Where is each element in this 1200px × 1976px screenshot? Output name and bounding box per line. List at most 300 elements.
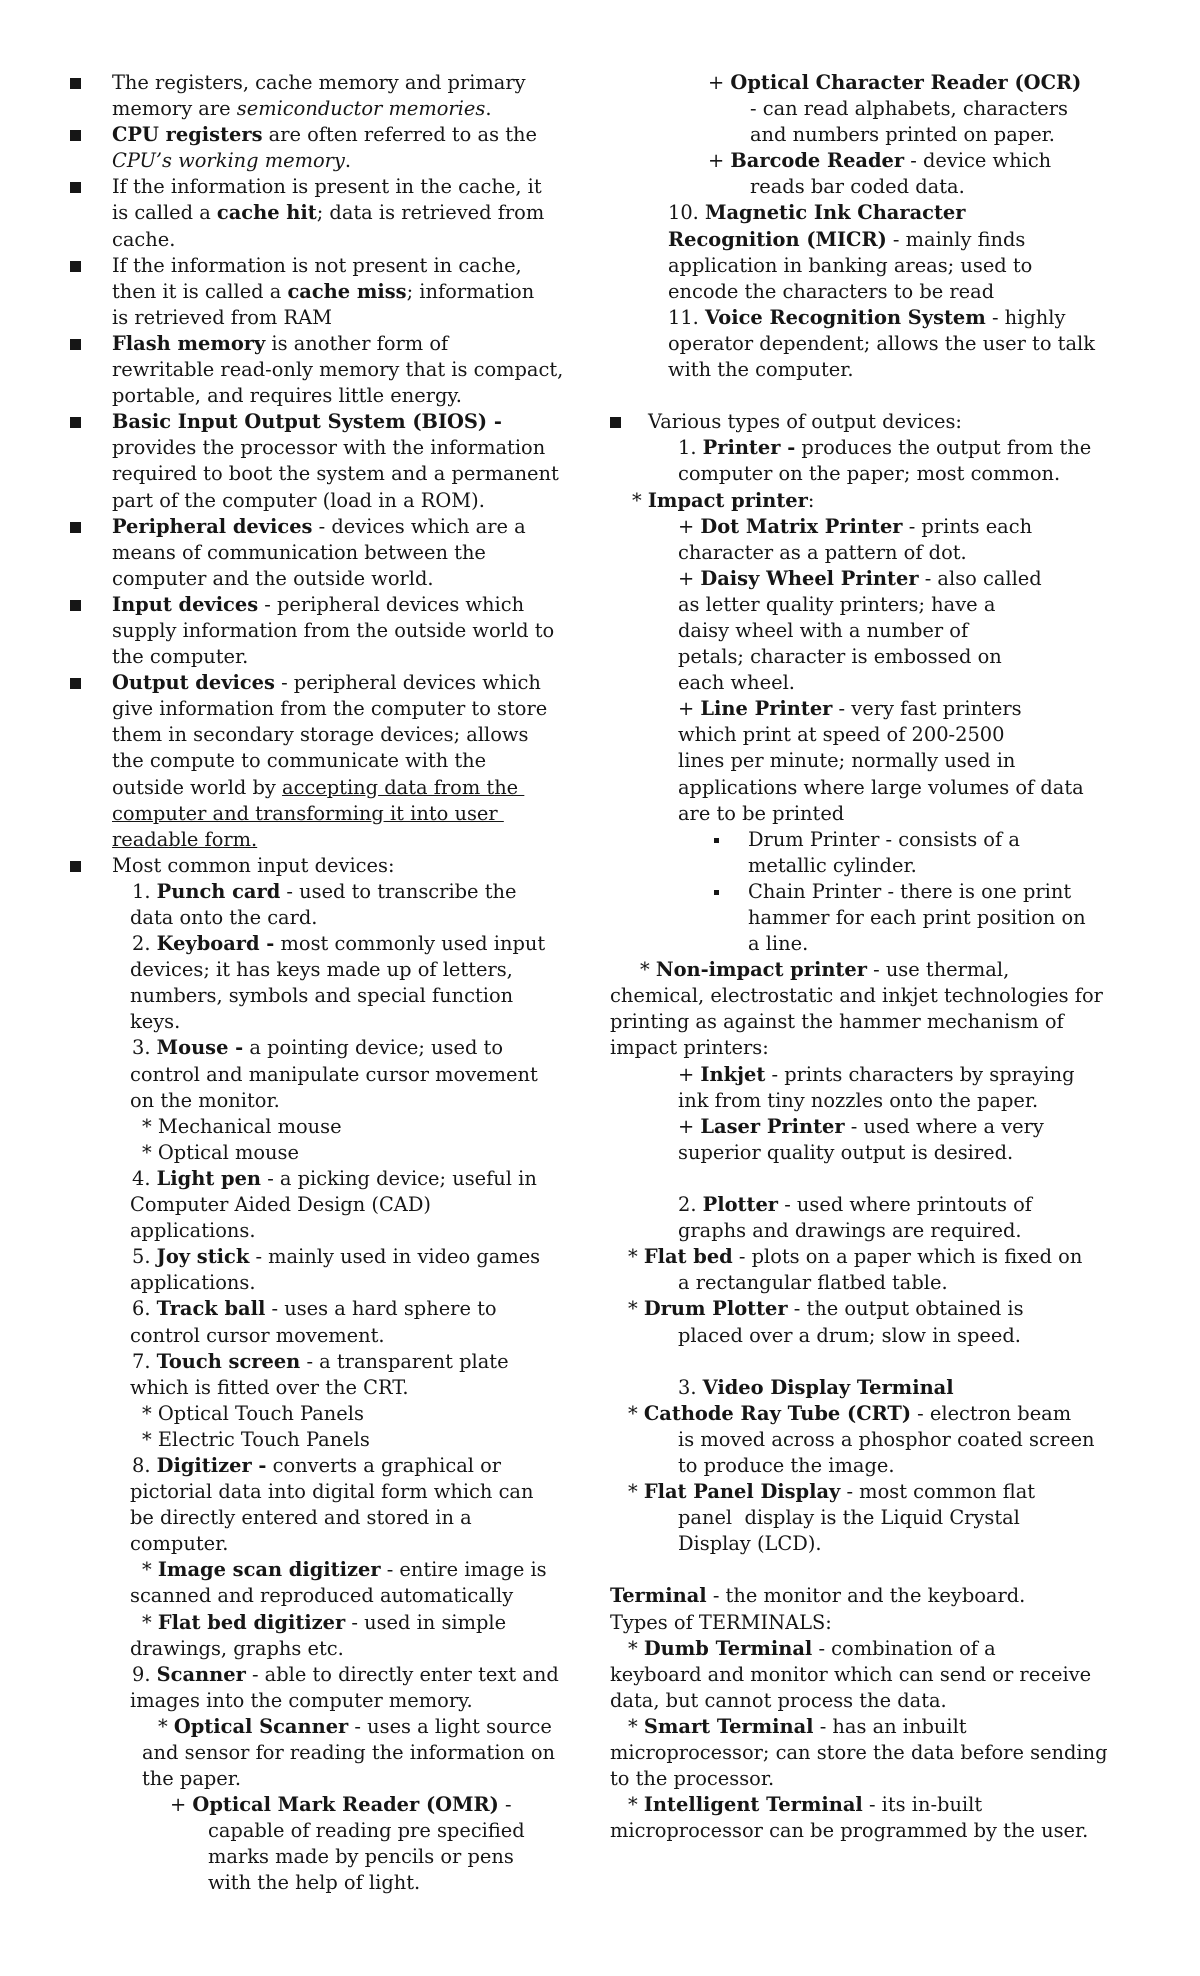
- left-column-line: [70, 1218, 590, 1244]
- text-run: daisy wheel with a number of: [678, 618, 969, 642]
- right-column-line: [610, 983, 1130, 1009]
- right-column-line: [610, 1818, 1130, 1844]
- square-bullet-icon: [70, 861, 81, 872]
- left-column-line: [70, 357, 590, 383]
- right-column-line: [610, 1636, 1130, 1662]
- text-run: * Electric Touch Panels: [142, 1427, 370, 1451]
- text-run: is another form of: [265, 331, 449, 355]
- text-run: Impact printer: [647, 488, 808, 512]
- left-column-line: [70, 70, 590, 96]
- text-run: Digitizer -: [156, 1453, 267, 1477]
- text-run: which is fitted over the CRT.: [130, 1375, 409, 1399]
- text-run: Keyboard -: [156, 932, 275, 956]
- text-run: operator dependent; allows the user to talk: [668, 331, 1095, 355]
- text-run: applications.: [130, 1219, 256, 1243]
- text-run: 2.: [678, 1193, 703, 1217]
- text-run: *: [628, 1636, 644, 1660]
- text-run: +: [708, 149, 731, 173]
- text-run: Most common input devices:: [112, 853, 395, 877]
- text-run: Types of TERMINALS:: [610, 1610, 832, 1634]
- text-run: Printer -: [702, 436, 796, 460]
- right-column-line: [610, 461, 1130, 487]
- square-bullet-icon: [70, 78, 81, 89]
- right-column-line: [610, 905, 1130, 931]
- right-column-line: [610, 566, 1130, 592]
- text-run: - used in simple: [345, 1610, 507, 1634]
- text-run: Intelligent Terminal: [643, 1793, 863, 1817]
- text-run: If the information is not present in cache,: [112, 253, 522, 277]
- left-column-line: [70, 1688, 590, 1714]
- text-run: 1.: [132, 879, 157, 903]
- left-column-line: [70, 174, 590, 200]
- text-run: 1.: [678, 436, 703, 460]
- text-run: +: [678, 514, 701, 538]
- text-run: Inkjet: [700, 1062, 766, 1086]
- right-column-line: [610, 148, 1130, 174]
- right-column-line: [610, 1270, 1130, 1296]
- text-run: - use thermal,: [866, 958, 1010, 982]
- text-run: *: [142, 1558, 158, 1582]
- text-run: -: [498, 1793, 512, 1817]
- text-run: *: [628, 1297, 644, 1321]
- left-column-line: [70, 1610, 590, 1636]
- right-column-line: [610, 1375, 1130, 1401]
- left-column-line: [70, 722, 590, 748]
- left-column-line: [70, 1244, 590, 1270]
- right-column-line: [610, 1218, 1130, 1244]
- text-run: 7.: [132, 1349, 157, 1373]
- left-column-line: [70, 905, 590, 931]
- left-column-line: [70, 983, 590, 1009]
- text-run: lines per minute; normally used in: [678, 749, 1016, 773]
- left-column-line: [70, 1740, 590, 1766]
- text-run: and numbers printed on paper.: [750, 123, 1055, 147]
- left-column-line: [70, 670, 590, 696]
- text-run: *: [628, 1245, 644, 1269]
- left-column-line: [70, 148, 590, 174]
- right-column-line: [610, 279, 1130, 305]
- text-run: microprocessor can be programmed by the user.: [610, 1819, 1089, 1843]
- right-column-line: [610, 174, 1130, 200]
- left-column-line: [70, 253, 590, 279]
- square-bullet-icon: [70, 522, 81, 533]
- left-column-line: [70, 827, 590, 853]
- text-run: Display (LCD).: [678, 1532, 822, 1556]
- square-bullet-icon: [70, 600, 81, 611]
- left-column-line: [70, 1166, 590, 1192]
- left-column-line: [70, 1479, 590, 1505]
- text-run: computer on the paper; most common.: [678, 462, 1061, 486]
- text-run: devices; it has keys made up of letters,: [130, 958, 513, 982]
- text-run: * Optical Touch Panels: [142, 1401, 364, 1425]
- left-column-line: [70, 696, 590, 722]
- left-column-line: [70, 96, 590, 122]
- text-run: part of the computer (load in a ROM).: [112, 488, 485, 512]
- right-column-line: [610, 1583, 1130, 1609]
- text-run: is moved across a phosphor coated screen: [678, 1427, 1095, 1451]
- text-run: memory are: [112, 97, 237, 121]
- right-column-line: [610, 1714, 1130, 1740]
- left-column-line: [70, 1009, 590, 1035]
- text-run: metallic cylinder.: [748, 853, 917, 877]
- text-run: *: [628, 1480, 644, 1504]
- text-run: Terminal: [610, 1584, 707, 1608]
- text-run: required to boot the system and a permanent: [112, 462, 559, 486]
- text-run: +: [170, 1793, 193, 1817]
- text-run: drawings, graphs etc.: [130, 1636, 344, 1660]
- right-column-line: [610, 592, 1130, 618]
- text-run: - prints each: [902, 514, 1033, 538]
- text-run: Peripheral devices: [112, 514, 313, 538]
- text-run: images into the computer memory.: [130, 1688, 473, 1712]
- left-column-line: [70, 409, 590, 435]
- right-column-line: [610, 514, 1130, 540]
- text-run: - device which: [904, 149, 1052, 173]
- right-column-line: [610, 1244, 1130, 1270]
- text-run: which print at speed of 200-2500: [678, 723, 1005, 747]
- text-run: scanned and reproduced automatically: [130, 1584, 514, 1608]
- left-column-line: [70, 383, 590, 409]
- text-run: *: [142, 1610, 158, 1634]
- text-run: as letter quality printers; have a: [678, 592, 996, 616]
- left-column-line: [70, 1375, 590, 1401]
- text-run: and sensor for reading the information on: [142, 1741, 556, 1764]
- text-run: Input devices: [112, 592, 259, 616]
- left-column-line: [70, 1349, 590, 1375]
- text-run: control and manipulate cursor movement: [130, 1062, 538, 1086]
- left-column-line: [70, 1296, 590, 1322]
- text-run: Optical Scanner: [173, 1714, 349, 1738]
- left-column-line: [70, 931, 590, 957]
- text-run: 6.: [132, 1297, 157, 1321]
- text-run: Non-impact printer: [655, 958, 867, 982]
- text-run: The registers, cache memory and primary: [112, 71, 526, 94]
- right-column-line: [610, 383, 1130, 409]
- text-run: the compute to communicate with the: [112, 749, 487, 773]
- right-column-line: [610, 1662, 1130, 1688]
- text-run: a rectangular flatbed table.: [678, 1271, 948, 1295]
- text-run: Line Printer: [700, 697, 833, 721]
- text-run: Voice Recognition System: [705, 305, 986, 329]
- text-run: 5.: [132, 1245, 157, 1269]
- text-run: 4.: [132, 1166, 157, 1190]
- text-run: to the processor.: [610, 1767, 775, 1791]
- text-run: If the information is present in the cache, it: [112, 175, 542, 199]
- right-column-line: [610, 122, 1130, 148]
- text-run: - the output obtained is: [787, 1297, 1024, 1321]
- text-run: superior quality output is desired.: [678, 1140, 1014, 1164]
- text-run: .: [485, 97, 492, 121]
- text-run: cache hit: [216, 201, 317, 225]
- text-run: give information from the computer to store: [112, 697, 548, 721]
- small-square-bullet-icon: [714, 838, 719, 843]
- square-bullet-icon: [70, 417, 81, 428]
- left-column-line: [70, 1270, 590, 1296]
- text-run: Computer Aided Design (CAD): [130, 1193, 431, 1217]
- text-run: with the help of light.: [208, 1871, 421, 1895]
- text-run: are to be printed: [678, 801, 845, 825]
- text-run: accepting data from the: [282, 775, 525, 799]
- text-run: to produce the image.: [678, 1453, 895, 1477]
- text-run: - also called: [918, 566, 1042, 590]
- text-run: data, but cannot process the data.: [610, 1688, 947, 1712]
- text-run: - mainly used in video games: [249, 1245, 541, 1269]
- left-column-line: [70, 853, 590, 879]
- text-run: numbers, symbols and special function: [130, 984, 514, 1008]
- text-run: - used where a very: [844, 1114, 1044, 1138]
- right-column-line: [610, 331, 1130, 357]
- text-run: Joy stick: [156, 1245, 250, 1269]
- left-column-line: [70, 1140, 590, 1166]
- text-run: readable form.: [112, 827, 258, 851]
- text-run: reads bar coded data.: [750, 175, 965, 199]
- right-column-line: [610, 670, 1130, 696]
- left-column-line: [70, 801, 590, 827]
- text-run: Dumb Terminal: [643, 1636, 813, 1660]
- left-column-line: [70, 1088, 590, 1114]
- left-column-line: [70, 122, 590, 148]
- text-run: Scanner: [156, 1662, 246, 1686]
- text-run: capable of reading pre specified: [208, 1819, 525, 1843]
- text-run: with the computer.: [668, 358, 854, 382]
- left-column-line: [70, 514, 590, 540]
- left-column-line: [70, 1766, 590, 1792]
- right-column-line: [610, 96, 1130, 122]
- right-column-line: [610, 1035, 1130, 1061]
- right-column-line: [610, 1114, 1130, 1140]
- text-run: impact printers:: [610, 1036, 769, 1060]
- right-column-line: [610, 227, 1130, 253]
- text-run: Recognition (MICR): [668, 227, 887, 251]
- text-run: - a transparent plate: [300, 1349, 509, 1373]
- left-column-line: [70, 566, 590, 592]
- text-run: *: [640, 958, 656, 982]
- left-column-line: [70, 644, 590, 670]
- text-run: encode the characters to be read: [668, 279, 995, 303]
- text-run: *: [158, 1714, 174, 1738]
- right-column-line: [610, 801, 1130, 827]
- right-column-line: [610, 435, 1130, 461]
- left-column-line: [70, 748, 590, 774]
- text-run: Daisy Wheel Printer: [700, 566, 919, 590]
- right-column-line: [610, 1192, 1130, 1218]
- left-column-line: [70, 1844, 590, 1870]
- text-run: - devices which are a: [312, 514, 526, 538]
- text-run: printing as against the hammer mechanism of: [610, 1010, 1064, 1034]
- text-run: rewritable read-only memory that is compact,: [112, 358, 564, 382]
- right-column-line: [610, 409, 1130, 435]
- text-run: Mouse -: [156, 1036, 244, 1060]
- right-column-line: [610, 644, 1130, 670]
- right-column-line: [610, 488, 1130, 514]
- text-run: them in secondary storage devices; allows: [112, 723, 529, 747]
- right-column-line: [610, 722, 1130, 748]
- text-run: - has an inbuilt: [813, 1714, 967, 1738]
- left-column-line: [70, 1323, 590, 1349]
- right-column-line: [610, 696, 1130, 722]
- text-run: is retrieved from RAM: [112, 305, 332, 329]
- text-run: a line.: [748, 932, 809, 956]
- text-run: - highly: [985, 305, 1066, 329]
- text-run: - combination of a: [812, 1636, 996, 1660]
- text-run: applications.: [130, 1271, 256, 1295]
- text-run: - used to transcribe the: [280, 879, 517, 903]
- left-column-line: [70, 1583, 590, 1609]
- text-run: cache.: [112, 227, 176, 251]
- text-run: Track ball: [156, 1297, 266, 1321]
- right-column-line: [610, 1140, 1130, 1166]
- left-column: [70, 70, 590, 1897]
- text-run: - most common flat: [840, 1480, 1036, 1504]
- right-column-line: [610, 1062, 1130, 1088]
- left-column-line: [70, 592, 590, 618]
- left-column-line: [70, 618, 590, 644]
- text-run: pictorial data into digital form which can: [130, 1480, 534, 1504]
- right-column-line: [610, 1427, 1130, 1453]
- right-column-line: [610, 357, 1130, 383]
- text-run: +: [678, 1114, 701, 1138]
- right-column-line: [610, 1401, 1130, 1427]
- text-run: CPU’s working memory: [112, 149, 345, 173]
- right-column: [610, 70, 1130, 1844]
- text-run: placed over a drum; slow in speed.: [678, 1323, 1021, 1347]
- right-column-line: [610, 1688, 1130, 1714]
- text-run: provides the processor with the information: [112, 436, 546, 460]
- left-column-line: [70, 1818, 590, 1844]
- left-column-line: [70, 331, 590, 357]
- right-column-line: [610, 957, 1130, 983]
- right-column-line: [610, 1505, 1130, 1531]
- text-run: - a picking device; useful in: [261, 1166, 537, 1190]
- left-column-line: [70, 1505, 590, 1531]
- text-run: Light pen: [156, 1166, 262, 1190]
- square-bullet-icon: [70, 261, 81, 272]
- text-run: 3.: [132, 1036, 157, 1060]
- text-run: marks made by pencils or pens: [208, 1845, 514, 1869]
- left-column-line: [70, 540, 590, 566]
- text-run: - uses a hard sphere to: [265, 1297, 497, 1321]
- text-run: *: [628, 1401, 644, 1425]
- left-column-line: [70, 1792, 590, 1818]
- text-run: +: [678, 1062, 701, 1086]
- right-column-line: [610, 305, 1130, 331]
- text-run: on the monitor.: [130, 1088, 280, 1112]
- right-column-line: [610, 775, 1130, 801]
- text-run: Output devices: [112, 671, 275, 695]
- text-run: +: [678, 697, 701, 721]
- text-run: *: [628, 1793, 644, 1817]
- text-run: - peripheral devices which: [258, 592, 525, 616]
- left-column-line: [70, 435, 590, 461]
- text-run: chemical, electrostatic and inkjet technologies for: [610, 984, 1103, 1008]
- right-column-line: [610, 827, 1130, 853]
- text-run: * Optical mouse: [142, 1140, 299, 1164]
- text-run: * Mechanical mouse: [142, 1114, 342, 1138]
- text-run: - its in-built: [862, 1793, 983, 1817]
- text-run: computer.: [130, 1532, 229, 1556]
- left-column-line: [70, 1714, 590, 1740]
- left-column-line: [70, 1870, 590, 1896]
- left-column-line: [70, 1401, 590, 1427]
- left-column-line: [70, 1636, 590, 1662]
- right-column-line: [610, 1531, 1130, 1557]
- left-column-line: [70, 1557, 590, 1583]
- text-run: *: [628, 1714, 644, 1738]
- text-run: - entire image is: [380, 1558, 547, 1582]
- text-run: Drum Plotter: [643, 1297, 788, 1321]
- text-run: data onto the card.: [130, 906, 318, 929]
- right-column-line: [610, 1610, 1130, 1636]
- text-run: converts a graphical or: [266, 1453, 502, 1477]
- right-column-line: [610, 1009, 1130, 1035]
- text-run: application in banking areas; used to: [668, 253, 1033, 277]
- right-column-line: [610, 253, 1130, 279]
- text-run: applications where large volumes of data: [678, 775, 1084, 799]
- text-run: 11.: [668, 305, 706, 329]
- text-run: Plotter: [702, 1193, 779, 1217]
- text-run: portable, and requires little energy.: [112, 384, 462, 408]
- text-run: supply information from the outside world to: [112, 618, 555, 642]
- text-run: 8.: [132, 1453, 157, 1477]
- text-run: :: [807, 488, 815, 512]
- text-run: graphs and drawings are required.: [678, 1219, 1022, 1243]
- text-run: Various types of output devices:: [648, 410, 962, 434]
- text-run: Touch screen: [156, 1349, 301, 1373]
- text-run: ; data is retrieved from: [316, 201, 545, 225]
- right-column-line: [610, 879, 1130, 905]
- square-bullet-icon: [70, 130, 81, 141]
- text-run: Flat bed digitizer: [157, 1610, 346, 1634]
- text-run: character as a pattern of dot.: [678, 540, 967, 564]
- right-column-line: [610, 1792, 1130, 1818]
- left-column-line: [70, 461, 590, 487]
- text-run: each wheel.: [678, 671, 795, 695]
- text-run: - electron beam: [911, 1401, 1072, 1425]
- text-run: the computer.: [112, 645, 249, 669]
- left-column-line: [70, 1062, 590, 1088]
- text-run: computer and the outside world.: [112, 566, 434, 590]
- square-bullet-icon: [610, 417, 621, 428]
- text-run: hammer for each print position on: [748, 906, 1086, 929]
- left-column-line: [70, 1453, 590, 1479]
- text-run: 9.: [132, 1662, 157, 1686]
- right-column-line: [610, 1479, 1130, 1505]
- text-run: - mainly finds: [886, 227, 1026, 251]
- text-run: Optical Character Reader (OCR): [730, 71, 1082, 94]
- text-run: Barcode Reader: [730, 149, 905, 173]
- left-column-line: [70, 1662, 590, 1688]
- text-run: Cathode Ray Tube (CRT): [643, 1401, 912, 1425]
- text-run: be directly entered and stored in a: [130, 1506, 472, 1530]
- text-run: Image scan digitizer: [157, 1558, 381, 1582]
- right-column-line: [610, 1323, 1130, 1349]
- text-run: Flat bed: [643, 1245, 733, 1269]
- text-run: - peripheral devices which: [274, 671, 541, 695]
- right-column-line: [610, 1296, 1130, 1322]
- text-run: Flat Panel Display: [643, 1480, 841, 1504]
- right-column-line: [610, 540, 1130, 566]
- text-run: - used where printouts of: [778, 1193, 1032, 1217]
- left-column-line: [70, 200, 590, 226]
- left-column-line: [70, 1192, 590, 1218]
- left-column-line: [70, 879, 590, 905]
- right-column-line: [610, 1088, 1130, 1114]
- text-run: microprocessor; can store the data before sending: [610, 1741, 1108, 1764]
- text-run: - the monitor and the keyboard.: [706, 1584, 1026, 1608]
- text-run: semiconductor memories: [236, 97, 486, 121]
- right-column-line: [610, 931, 1130, 957]
- square-bullet-icon: [70, 678, 81, 689]
